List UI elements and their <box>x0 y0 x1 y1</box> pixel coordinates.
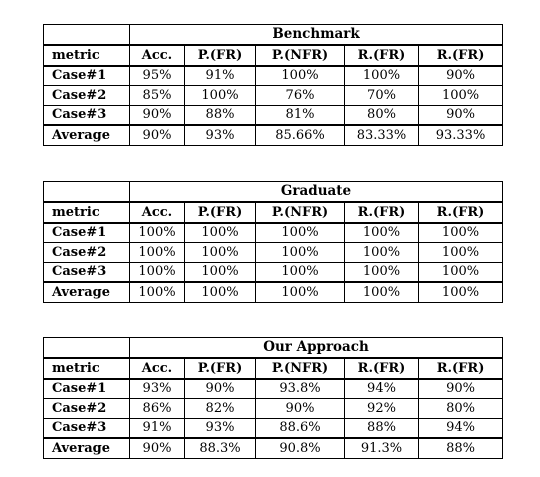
table-row <box>44 262 503 282</box>
table-row <box>44 223 503 243</box>
cell-value: 100% <box>256 262 345 282</box>
cell-value: 100% <box>419 262 503 282</box>
row-label: Average <box>44 125 130 145</box>
corner-cell <box>44 182 130 203</box>
table-row <box>44 105 503 125</box>
row-label: Case#2 <box>44 86 130 106</box>
table-row <box>44 243 503 263</box>
table-row <box>44 418 503 438</box>
cell-value: 100% <box>256 243 345 263</box>
row-label: Case#3 <box>44 105 130 125</box>
cell-value: 90% <box>419 105 503 125</box>
column-header: metric <box>44 202 130 223</box>
cell-value: 85% <box>130 86 185 106</box>
column-header: R.(FR) <box>419 202 503 223</box>
column-header: P.(NFR) <box>256 358 345 379</box>
cell-value: 100% <box>185 282 256 302</box>
column-header: metric <box>44 45 130 66</box>
table-row <box>44 66 503 86</box>
cell-value: 88% <box>185 105 256 125</box>
cell-value: 93% <box>130 379 185 399</box>
cell-value: 100% <box>130 223 185 243</box>
cell-value: 100% <box>185 223 256 243</box>
corner-cell <box>44 338 130 359</box>
table-row <box>44 282 503 302</box>
table-row <box>44 379 503 399</box>
column-header: R.(FR) <box>345 358 419 379</box>
corner-cell <box>44 25 130 46</box>
cell-value: 100% <box>185 243 256 263</box>
cell-value: 100% <box>185 262 256 282</box>
cell-value: 93.33% <box>419 125 503 145</box>
table-row <box>44 399 503 419</box>
graduate-table <box>43 181 503 303</box>
cell-value: 90.8% <box>256 438 345 458</box>
row-label: Case#2 <box>44 243 130 263</box>
row-label: Case#1 <box>44 223 130 243</box>
cell-value: 100% <box>419 282 503 302</box>
cell-value: 100% <box>419 86 503 106</box>
table-row <box>44 438 503 458</box>
cell-value: 93% <box>185 125 256 145</box>
table-row <box>44 125 503 145</box>
column-header: P.(FR) <box>185 45 256 66</box>
column-header: P.(NFR) <box>256 202 345 223</box>
row-label: Case#3 <box>44 418 130 438</box>
cell-value: 94% <box>345 379 419 399</box>
cell-value: 100% <box>130 243 185 263</box>
cell-value: 100% <box>185 86 256 106</box>
cell-value: 91.3% <box>345 438 419 458</box>
our-approach-table <box>43 337 503 459</box>
cell-value: 85.66% <box>256 125 345 145</box>
column-header: P.(NFR) <box>256 45 345 66</box>
table-caption: Benchmark <box>130 25 503 46</box>
cell-value: 82% <box>185 399 256 419</box>
benchmark-table <box>43 24 503 146</box>
cell-value: 100% <box>419 243 503 263</box>
cell-value: 86% <box>130 399 185 419</box>
cell-value: 100% <box>130 262 185 282</box>
cell-value: 100% <box>345 282 419 302</box>
cell-value: 88.3% <box>185 438 256 458</box>
cell-value: 90% <box>130 438 185 458</box>
cell-value: 93% <box>185 418 256 438</box>
cell-value: 80% <box>419 399 503 419</box>
column-header: Acc. <box>130 202 185 223</box>
column-header: R.(FR) <box>419 45 503 66</box>
cell-value: 70% <box>345 86 419 106</box>
cell-value: 90% <box>130 125 185 145</box>
row-label: Case#3 <box>44 262 130 282</box>
column-header: Acc. <box>130 358 185 379</box>
row-label: Average <box>44 438 130 458</box>
cell-value: 94% <box>419 418 503 438</box>
cell-value: 100% <box>256 223 345 243</box>
cell-value: 80% <box>345 105 419 125</box>
cell-value: 90% <box>256 399 345 419</box>
cell-value: 92% <box>345 399 419 419</box>
row-label: Average <box>44 282 130 302</box>
cell-value: 100% <box>256 66 345 86</box>
cell-value: 83.33% <box>345 125 419 145</box>
cell-value: 90% <box>419 379 503 399</box>
cell-value: 88% <box>419 438 503 458</box>
cell-value: 100% <box>345 262 419 282</box>
row-label: Case#1 <box>44 379 130 399</box>
cell-value: 90% <box>130 105 185 125</box>
cell-value: 88% <box>345 418 419 438</box>
cell-value: 100% <box>419 223 503 243</box>
cell-value: 88.6% <box>256 418 345 438</box>
column-header: R.(FR) <box>345 45 419 66</box>
cell-value: 95% <box>130 66 185 86</box>
cell-value: 100% <box>345 243 419 263</box>
cell-value: 90% <box>185 379 256 399</box>
table-caption: Graduate <box>130 182 503 203</box>
column-header: Acc. <box>130 45 185 66</box>
cell-value: 91% <box>185 66 256 86</box>
cell-value: 91% <box>130 418 185 438</box>
cell-value: 100% <box>130 282 185 302</box>
cell-value: 90% <box>419 66 503 86</box>
table-row <box>44 86 503 106</box>
column-header: R.(FR) <box>345 202 419 223</box>
column-header: P.(FR) <box>185 202 256 223</box>
cell-value: 76% <box>256 86 345 106</box>
cell-value: 100% <box>256 282 345 302</box>
table-caption: Our Approach <box>130 338 503 359</box>
column-header: P.(FR) <box>185 358 256 379</box>
column-header: metric <box>44 358 130 379</box>
row-label: Case#2 <box>44 399 130 419</box>
cell-value: 93.8% <box>256 379 345 399</box>
cell-value: 100% <box>345 223 419 243</box>
cell-value: 81% <box>256 105 345 125</box>
cell-value: 100% <box>345 66 419 86</box>
row-label: Case#1 <box>44 66 130 86</box>
column-header: R.(FR) <box>419 358 503 379</box>
